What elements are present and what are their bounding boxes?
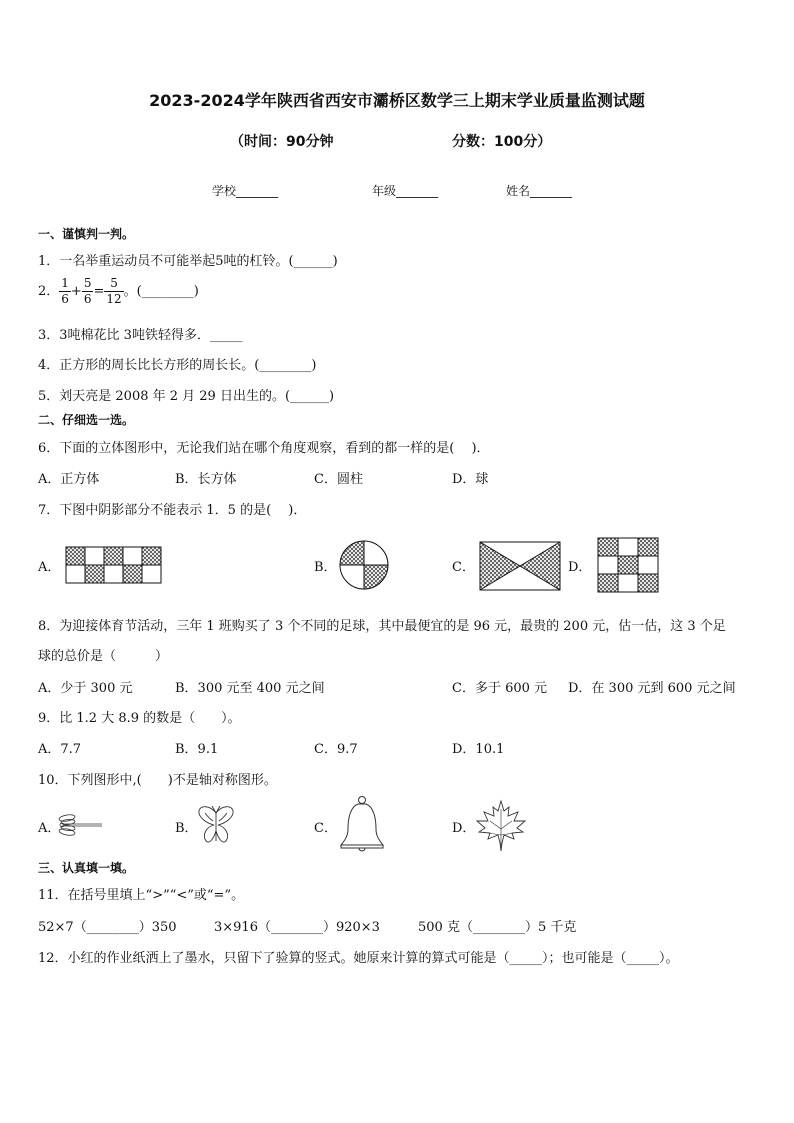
q9-option-c: C．9.7 (314, 742, 358, 757)
question-8-line-2: 球的总价是（ ） (38, 649, 169, 664)
q6-option-d: D．球 (452, 472, 489, 487)
q7-figure-b-circle (338, 539, 390, 591)
question-11-part-3: 500 克（________）5 千克 (418, 920, 577, 935)
question-8-line-1: 8．为迎接体育节活动，三年 1 班购买了 3 个不同的足球，其中最便宜的是 96 元，最贵的 200 元，估一估，这 3 个足 (38, 619, 726, 634)
dragonfly-icon (58, 808, 104, 842)
equals-sign: = (93, 284, 105, 299)
question-1: 1．一名举重运动员不可能举起5吨的杠铃。(______) (38, 254, 338, 269)
q6-option-a: A．正方体 (38, 472, 100, 487)
fraction-five-twelfths: $\frac{5}{12}$ (106, 276, 122, 306)
question-11-part-2: 3×916（________）920×3 (214, 920, 380, 935)
q10-option-c: C． (314, 821, 337, 836)
question-4: 4．正方形的周长比长方形的周长长。(________) (38, 358, 317, 373)
section-heading-2: 二、仔细选一选。 (38, 413, 135, 427)
q8-option-d: D．在 300 元到 600 元之间 (568, 681, 736, 696)
q7-option-b: B． (314, 560, 337, 575)
question-7: 7．下图中阴影部分不能表示 1．5 的是( )． (38, 503, 307, 518)
question-5: 5．刘天亮是 2008 年 2 月 29 日出生的。(______) (38, 389, 335, 404)
q7-option-d: D． (568, 560, 592, 575)
q6-option-b: B．长方体 (175, 472, 237, 487)
question-11: 11．在括号里填上“>”“<”或“=”。 (38, 888, 245, 903)
page-title: 2023-2024学年陕西省西安市灞桥区数学三上期末学业质量监测试题 (149, 91, 645, 110)
fraction-five-sixths: $\frac{5}{6}$ (83, 276, 92, 306)
q7-option-a: A． (38, 560, 61, 575)
name-field: 姓名_______ (506, 184, 573, 198)
plus-sign: + (70, 284, 82, 299)
q10-option-b: B． (175, 821, 198, 836)
question-2-number: 2． (38, 284, 60, 299)
question-12: 12．小红的作业纸洒上了墨水，只留下了验算的竖式。她原来计算的算式可能是（_____）；也可能是（_____）。 (38, 951, 679, 966)
q8-option-a: A．少于 300 元 (38, 681, 133, 696)
question-11-part-1: 52×7（________）350 (38, 920, 177, 935)
question-2-tail: 。(________) (123, 284, 199, 299)
question-9: 9．比 1.2 大 8.9 的数是（ ）。 (38, 711, 241, 726)
q10-option-a: A． (38, 821, 61, 836)
butterfly-icon (196, 803, 236, 845)
question-2 (38, 276, 199, 307)
question-10: 10．下列图形中,( )不是轴对称图形。 (38, 773, 277, 788)
exam-score: 分数：100分） (452, 134, 552, 150)
maple-leaf-icon (474, 799, 528, 853)
section-heading-1: 一、谨慎判一判。 (38, 227, 135, 241)
school-field: 学校_______ (212, 184, 279, 198)
q8-option-c: C．多于 600 元 (452, 681, 548, 696)
q7-figure-a-grid (65, 546, 163, 584)
q9-option-a: A．7.7 (38, 742, 82, 757)
q7-option-c: C． (452, 560, 475, 575)
section-heading-3: 三、认真填一填。 (38, 861, 135, 875)
question-6: 6．下面的立体图形中，无论我们站在哪个角度观察，看到的都一样的是( )． (38, 441, 490, 456)
exam-time: （时间：90分钟 (230, 134, 334, 150)
q10-option-d: D． (452, 821, 476, 836)
q6-option-c: C．圆柱 (314, 472, 363, 487)
q9-option-d: D．10.1 (452, 742, 505, 757)
q7-figure-d-grid (597, 537, 659, 593)
question-3: 3．3吨棉花比 3吨铁轻得多．_____ (38, 328, 243, 343)
bell-icon (338, 795, 386, 853)
grade-field: 年级_______ (372, 184, 439, 198)
q9-option-b: B．9.1 (175, 742, 219, 757)
q8-option-b: B．300 元至 400 元之间 (175, 681, 325, 696)
q7-figure-c-bowtie (479, 541, 561, 591)
fraction-one-sixth: $\frac{1}{6}$ (61, 276, 69, 306)
